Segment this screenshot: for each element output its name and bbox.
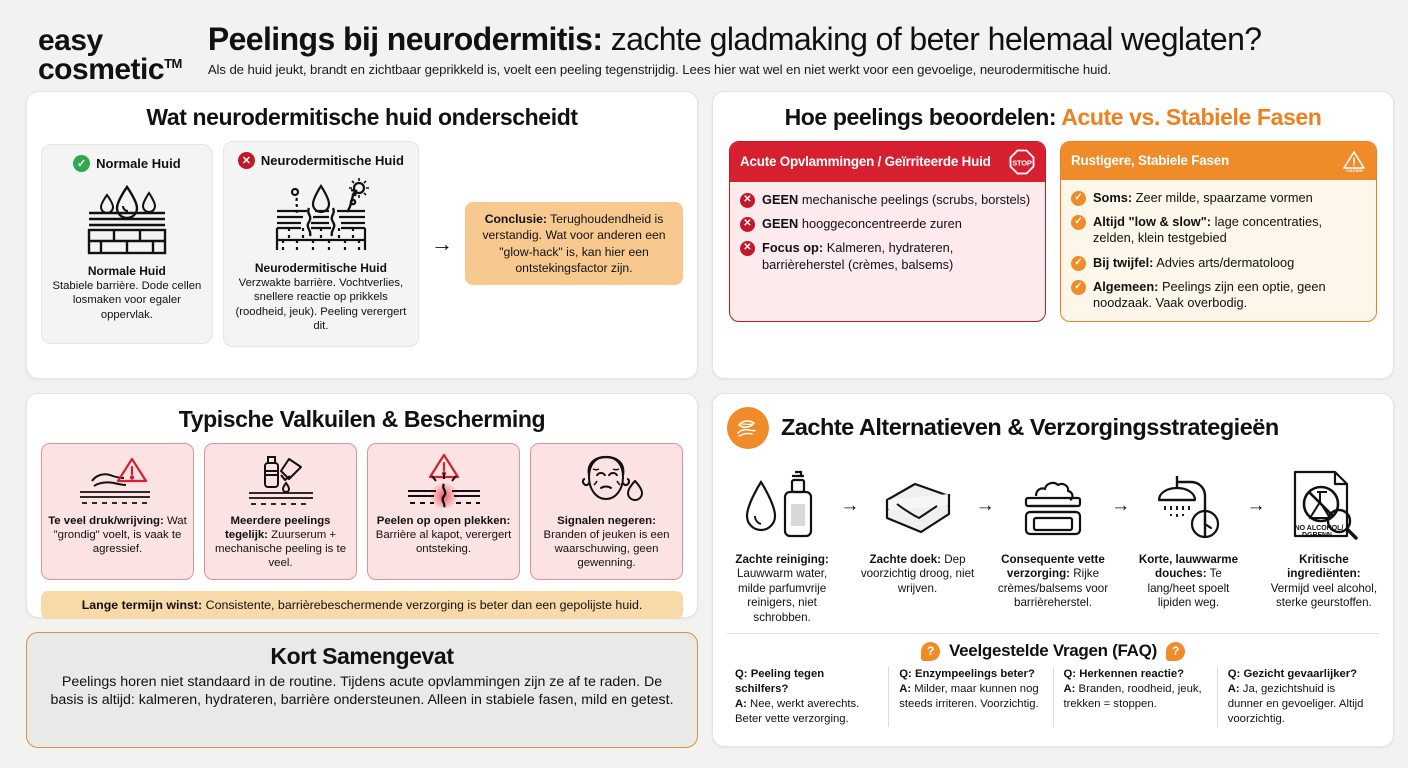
faq-item bbox=[889, 667, 1053, 727]
panel-summary bbox=[26, 632, 698, 748]
longterm-text: Consistente, barrièrebeschermende verzorging is beter dan een gepolijste huid. bbox=[202, 598, 643, 613]
panel-skin-difference bbox=[26, 91, 698, 379]
pitfall-label: Peelen op open plekken: bbox=[376, 514, 511, 527]
pitfall-card bbox=[41, 443, 194, 581]
svg-text:NO ALCOHOL/: NO ALCOHOL/ bbox=[1294, 524, 1344, 532]
conclusion-box bbox=[465, 202, 683, 285]
pitfall-card-list bbox=[27, 443, 697, 581]
phase-item bbox=[1071, 214, 1364, 247]
normal-skin-barrier-icon bbox=[79, 181, 175, 257]
phase-item-text: hooggeconcentreerde zuren bbox=[798, 216, 962, 232]
panel1-title: Wat neurodermitische huid onderscheidt bbox=[146, 103, 578, 130]
alt-step bbox=[725, 463, 839, 625]
phase-item-label: Altijd "low & slow": bbox=[1093, 214, 1212, 230]
header-text bbox=[208, 18, 1380, 77]
phase-item bbox=[740, 240, 1033, 273]
alt-step-label: Zachte reiniging: bbox=[735, 552, 829, 566]
skin-card-normal-head-label: Normale Huid bbox=[96, 155, 181, 171]
alt-step-desc: Lauwwarm water, milde parfumvrije reinigers, niet schrobben. bbox=[736, 567, 828, 624]
faq-answer bbox=[1228, 683, 1364, 725]
phase-item-label: Soms: bbox=[1093, 189, 1133, 205]
summary-text: Peelings horen niet standaard in de routine. Tijdens acute opvlammingen zijn ze af te raden. De basis is altijd: kalmeren, hydrateren, barrière ondersteunen. Alleen in stabiele fasen, mild en getest. bbox=[50, 673, 674, 709]
pitfall-card bbox=[204, 443, 357, 581]
open-wound-icon bbox=[398, 452, 490, 510]
faq-question: Q: Herkennen reactie? bbox=[1063, 668, 1185, 681]
question-bubble-icon: ? bbox=[1166, 642, 1185, 661]
pressure-rub-icon bbox=[72, 452, 164, 510]
question-bubble-icon: ? bbox=[921, 642, 940, 661]
faq-answer-text: Ja, gezichtshuid is dunner en gevoeliger. Altijd voorzichtig. bbox=[1227, 683, 1364, 725]
content-grid bbox=[0, 91, 1408, 748]
alt-step-label: Korte, lauwwarme douches: bbox=[1138, 552, 1239, 581]
faq-answer-label: A: bbox=[899, 683, 912, 696]
skin-card-normal-desc: Stabiele barrière. Dode cellen losmaken voor egaler oppervlak. bbox=[52, 279, 202, 321]
pitfall-desc: Barrière al kapot, verergert ontsteking. bbox=[375, 528, 512, 556]
phase-card-acute bbox=[729, 141, 1046, 323]
alternatives-header bbox=[713, 394, 1393, 453]
caution-triangle-icon bbox=[1342, 149, 1366, 173]
alt-step-text bbox=[725, 553, 839, 625]
alt-step-desc: Te lang/heet spoelt lipiden weg. bbox=[1147, 567, 1230, 610]
phase-stable-list bbox=[1061, 180, 1376, 322]
phase-item-label: GEEN bbox=[762, 216, 799, 232]
phase-item-label: Bij twijfel: bbox=[1093, 254, 1154, 270]
alt-step-desc: Vermijd veel alcohol, sterke geurstoffen. bbox=[1270, 581, 1378, 610]
pitfall-desc: Zuurserum + mechanische peeling is te veel. bbox=[214, 528, 347, 570]
phase-acute-header-label: Acute Opvlammingen / Geïrriteerde Huid bbox=[740, 154, 991, 170]
svg-text:DGRFNN: DGRFNN bbox=[1301, 531, 1332, 539]
longterm-label: Lange termijn winst: bbox=[81, 598, 203, 613]
phase-item-text: Zeer milde, spaarzame vormen bbox=[1132, 189, 1313, 205]
faq-answer bbox=[735, 698, 859, 725]
ignoring-signals-icon bbox=[561, 452, 653, 510]
cross-circle-icon: ✕ bbox=[238, 152, 255, 169]
alt-step-text bbox=[1267, 553, 1381, 611]
phase-item-text: lage concentraties, zelden, klein testgebied bbox=[1093, 214, 1323, 246]
phase-stable-header bbox=[1061, 142, 1376, 180]
brand-logo bbox=[38, 18, 182, 85]
longterm-banner bbox=[41, 591, 683, 619]
phase-item-text: mechanische peelings (scrubs, borstels) bbox=[798, 191, 1031, 207]
cross-circle-icon: ✕ bbox=[740, 241, 755, 256]
panel2-title-bold: Hoe peelings beoordelen: bbox=[784, 103, 1057, 130]
alternatives-flow bbox=[713, 453, 1393, 625]
skin-card-normal-head bbox=[73, 155, 181, 172]
faq-item bbox=[725, 667, 889, 727]
alt-step-text bbox=[1131, 553, 1245, 611]
cross-circle-icon: ✕ bbox=[740, 193, 755, 208]
arrow-right-icon: → bbox=[975, 494, 995, 516]
pitfall-card bbox=[530, 443, 683, 581]
stop-sign-icon bbox=[1009, 149, 1035, 175]
pitfall-text bbox=[537, 514, 676, 571]
faq-answer-label: A: bbox=[1063, 683, 1076, 696]
alt-step-label: Consequente vette verzorging: bbox=[1001, 552, 1105, 581]
header bbox=[0, 0, 1408, 91]
page-subtitle: Als de huid jeukt, brandt en zichtbaar geprikkeld is, voelt een peeling tegenstrijdig. Lees hier wat wel en niet werkt voor een gevoelige, neurodermitische huid. bbox=[207, 61, 1112, 77]
phase-stable-header-label: Rustigere, Stabiele Fasen bbox=[1071, 153, 1229, 169]
faq-item bbox=[1054, 667, 1218, 727]
check-circle-icon: ✓ bbox=[73, 155, 90, 172]
left-column bbox=[26, 91, 698, 748]
pitfall-text bbox=[211, 514, 350, 571]
panel2-title-accent: Acute vs. Stabiele Fasen bbox=[1056, 103, 1322, 130]
pitfall-desc: Wat "grondig" voelt, is vaak te agressief. bbox=[53, 514, 187, 556]
pitfall-text bbox=[374, 514, 513, 556]
alternatives-title: Zachte Alternatieven & Verzorgingsstrategieën bbox=[781, 414, 1279, 441]
faq-question: Q: Enzympeelings beter? bbox=[899, 668, 1035, 681]
pitfall-desc: Branden of jeuken is een waarschuwing, geen gewenning. bbox=[543, 528, 670, 570]
leaf-hand-icon bbox=[727, 407, 769, 449]
phase-item-label: Algemeen: bbox=[1093, 278, 1159, 294]
skin-card-normal bbox=[41, 144, 213, 344]
phase-card-stable bbox=[1060, 141, 1377, 323]
conclusion-label: Conclusie: bbox=[484, 212, 547, 227]
skin-card-neuro-head bbox=[238, 152, 404, 169]
phase-item bbox=[740, 216, 1033, 232]
alt-step-label: Kritische ingrediënten: bbox=[1287, 552, 1361, 581]
phase-item bbox=[1071, 255, 1364, 271]
summary-title: Kort Samengevat bbox=[270, 642, 454, 669]
arrow-right-icon: → bbox=[1111, 494, 1131, 516]
alt-step bbox=[1267, 463, 1381, 611]
brand-tm: TM bbox=[164, 56, 182, 72]
arrow-right-icon: → bbox=[1246, 494, 1266, 516]
pitfall-card bbox=[367, 443, 520, 581]
cross-circle-icon: ✕ bbox=[740, 217, 755, 232]
alt-step-label: Zachte doek: bbox=[869, 552, 942, 566]
check-circle-icon: ✓ bbox=[1071, 256, 1086, 271]
alt-step-text bbox=[860, 553, 974, 596]
shower-clock-icon bbox=[1143, 463, 1233, 545]
alt-step-desc: Dep voorzichtig droog, niet wrijven. bbox=[860, 552, 975, 595]
skin-card-neurodermitic bbox=[223, 141, 419, 347]
panel-phases bbox=[712, 91, 1394, 379]
skin-card-neuro-name: Neurodermitische Huid bbox=[254, 260, 387, 275]
svg-text:CAUTION: CAUTION bbox=[1345, 167, 1363, 173]
page-title-bold: Peelings bij neurodermitis: bbox=[207, 21, 603, 57]
faq-answer-text: Milder, maar kunnen nog steeds irriteren. Voorzichtig. bbox=[899, 683, 1039, 711]
panel-pitfalls bbox=[26, 393, 698, 618]
page-title-light: zachte gladmaking of beter helemaal weglaten? bbox=[602, 21, 1262, 57]
no-alcohol-label-icon bbox=[1279, 463, 1369, 545]
arrow-right-icon: → bbox=[840, 494, 860, 516]
faq-list bbox=[713, 667, 1393, 738]
phase-item-text: Advies arts/dermatoloog bbox=[1153, 254, 1295, 270]
panel-alternatives bbox=[712, 393, 1394, 747]
arrow-right-icon: → bbox=[431, 230, 454, 256]
conclusion-text: Terughoudendheid is verstandig. Wat voor anderen een "glow-hack" is, kan hier een ontstekingsfactor zijn. bbox=[482, 212, 666, 275]
phase-acute-list bbox=[730, 182, 1045, 283]
pitfall-label: Te veel druk/wrijving: bbox=[48, 514, 164, 527]
faq-answer-label: A: bbox=[1227, 683, 1240, 696]
pitfall-label: Signalen negeren: bbox=[557, 514, 656, 527]
phase-item-label: Focus op: bbox=[762, 240, 824, 256]
faq-question: Q: Peeling tegen schilfers? bbox=[735, 668, 825, 696]
faq-answer-label: A: bbox=[735, 698, 747, 711]
phase-item bbox=[1071, 279, 1364, 312]
phase-item-text: Kalmeren, hydrateren, barrièreherstel (crèmes, balsems) bbox=[762, 240, 954, 272]
damaged-skin-barrier-icon bbox=[269, 178, 373, 254]
alt-step bbox=[996, 463, 1110, 611]
phase-item-label: GEEN bbox=[762, 191, 799, 207]
faq-answer-text: Nee, werkt averechts. Beter vette verzorging. bbox=[735, 698, 860, 725]
phase-item-text: Peelings zijn een optie, geen noodzaak. Vaak overbodig. bbox=[1093, 278, 1326, 311]
skin-card-neuro-desc: Verzwakte barrière. Vochtverlies, snellere reactie op prikkels (roodheid, jeuk). Peeling verergert dit. bbox=[235, 276, 407, 333]
faq-title bbox=[713, 634, 1393, 667]
alt-step-desc: Rijke crèmes/balsems voor barrièreherstel. bbox=[997, 567, 1109, 610]
faq-answer bbox=[1064, 683, 1202, 710]
right-column bbox=[712, 91, 1394, 747]
faq-question: Q: Gezicht gevaarlijker? bbox=[1227, 668, 1358, 681]
faq-answer-text: Branden, roodheid, jeuk, trekken = stoppen. bbox=[1063, 683, 1202, 711]
faq-item bbox=[1218, 667, 1381, 727]
panel2-title bbox=[713, 92, 1393, 141]
multiple-peelings-icon bbox=[235, 452, 327, 510]
alt-step bbox=[1131, 463, 1245, 611]
pitfall-text bbox=[48, 514, 187, 556]
check-circle-icon: ✓ bbox=[1071, 280, 1086, 295]
svg-text:STOP: STOP bbox=[1012, 158, 1032, 168]
faq-answer bbox=[899, 683, 1038, 710]
phase-item bbox=[1071, 190, 1364, 206]
page-title bbox=[208, 22, 1380, 57]
cream-jar-icon bbox=[1008, 463, 1098, 545]
alt-step-text bbox=[996, 553, 1110, 611]
faq-title-label: Veelgestelde Vragen (FAQ) bbox=[949, 641, 1157, 661]
phase-item bbox=[740, 192, 1033, 208]
soft-towel-icon bbox=[873, 463, 963, 545]
check-circle-icon: ✓ bbox=[1071, 191, 1086, 206]
cleanser-drop-icon bbox=[737, 463, 827, 545]
brand-line-2: cosmetic bbox=[38, 53, 165, 87]
skin-card-normal-name: Normale Huid bbox=[87, 263, 166, 278]
brand-line-1: easy bbox=[38, 24, 103, 57]
pitfall-label: Meerdere peelings tegelijk: bbox=[224, 514, 331, 541]
skin-card-neuro-head-label: Neurodermitische Huid bbox=[260, 152, 404, 168]
check-circle-icon: ✓ bbox=[1071, 215, 1086, 230]
alt-step bbox=[860, 463, 974, 596]
panel3-title: Typische Valkuilen & Bescherming bbox=[178, 405, 546, 432]
phase-acute-header bbox=[730, 142, 1045, 182]
